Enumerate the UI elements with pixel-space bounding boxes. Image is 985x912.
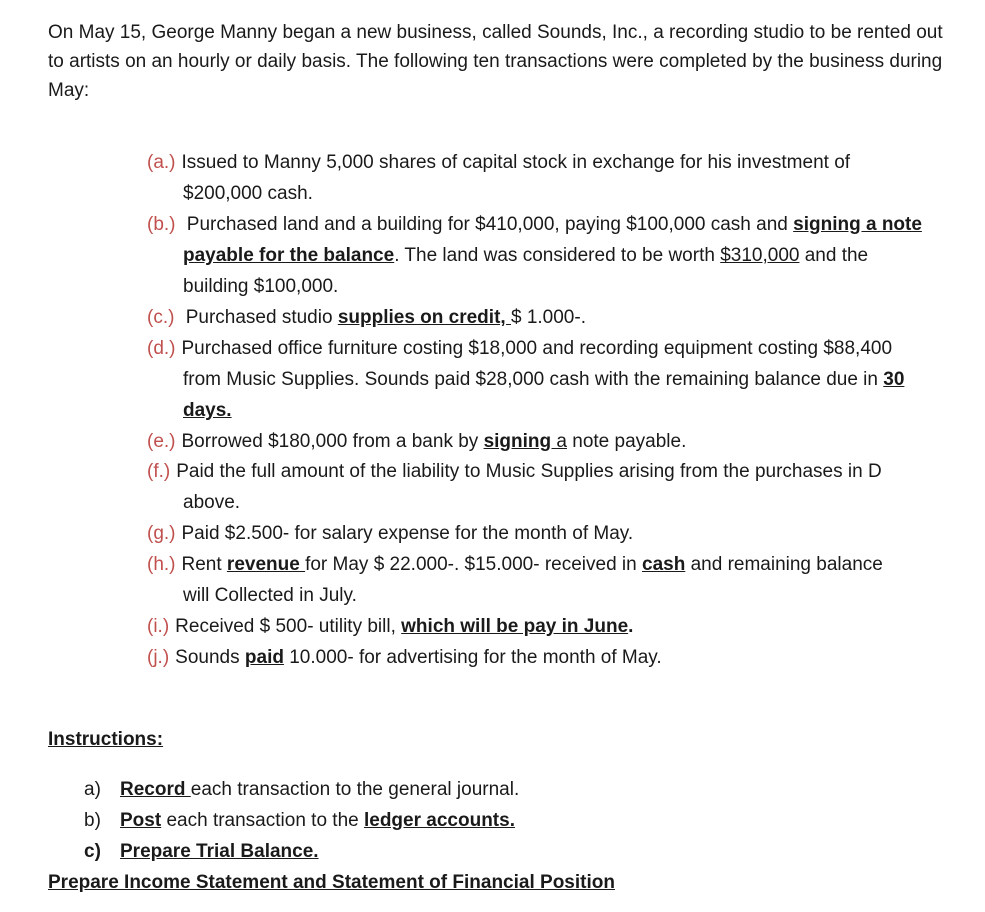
transaction-label: (a.): [147, 152, 176, 173]
transaction-i: (i.) Received $ 500- utility bill, which will be pay in June.: [147, 616, 634, 637]
transaction-h: (h.) Rent revenue for May $ 22.000-. $15.000- received in cash and remaining balance will Collected in July.: [147, 554, 883, 606]
transaction-label: (h.): [147, 554, 176, 575]
transaction-label: (b.): [147, 214, 176, 235]
transaction-c: (c.) Purchased studio supplies on credit, $ 1.000-.: [147, 307, 586, 328]
transaction-j: (j.) Sounds paid 10.000- for advertising for the month of May.: [147, 647, 662, 668]
transaction-label: (e.): [147, 431, 176, 452]
instruction-step-a: a) Record each transaction to the general journal.: [84, 779, 520, 800]
transaction-g: (g.) Paid $2.500- for salary expense for the month of May.: [147, 523, 634, 544]
transaction-a: (a.) Issued to Manny 5,000 shares of capital stock in exchange for his investment of $200,000 cash.: [147, 152, 851, 204]
instructions-heading: Instructions:: [48, 729, 164, 750]
transaction-label: (j.): [147, 647, 170, 668]
problem-intro: On May 15, George Manny began a new business, called Sounds, Inc., a recording studio to be rented out to artists on an hourly or daily basis. The following ten transactions were completed by the business during May:: [48, 22, 943, 101]
transaction-label: (f.): [147, 461, 171, 482]
transaction-d: (d.) Purchased office furniture costing $18,000 and recording equipment costing $88,400 from Music Supplies. Sounds paid $28,000 cash with the remaining balance due in 30 days.: [147, 338, 905, 421]
instruction-step-c: c) Prepare Trial Balance.: [84, 841, 319, 862]
instruction-step-b: b) Post each transaction to the ledger accounts.: [84, 810, 515, 831]
final-instruction: Prepare Income Statement and Statement of Financial Position: [48, 872, 615, 893]
transaction-b: (b.) Purchased land and a building for $410,000, paying $100,000 cash and signing a note payable for the balance. The land was considered to be worth $310,000 and the building $100,000.: [147, 214, 922, 297]
transaction-label: (c.): [147, 307, 175, 328]
transaction-f: (f.) Paid the full amount of the liability to Music Supplies arising from the purchases in D above.: [147, 461, 882, 513]
transaction-label: (g.): [147, 523, 176, 544]
transaction-label: (d.): [147, 338, 176, 359]
transaction-e: (e.) Borrowed $180,000 from a bank by signing a note payable.: [147, 431, 687, 452]
transaction-label: (i.): [147, 616, 170, 637]
